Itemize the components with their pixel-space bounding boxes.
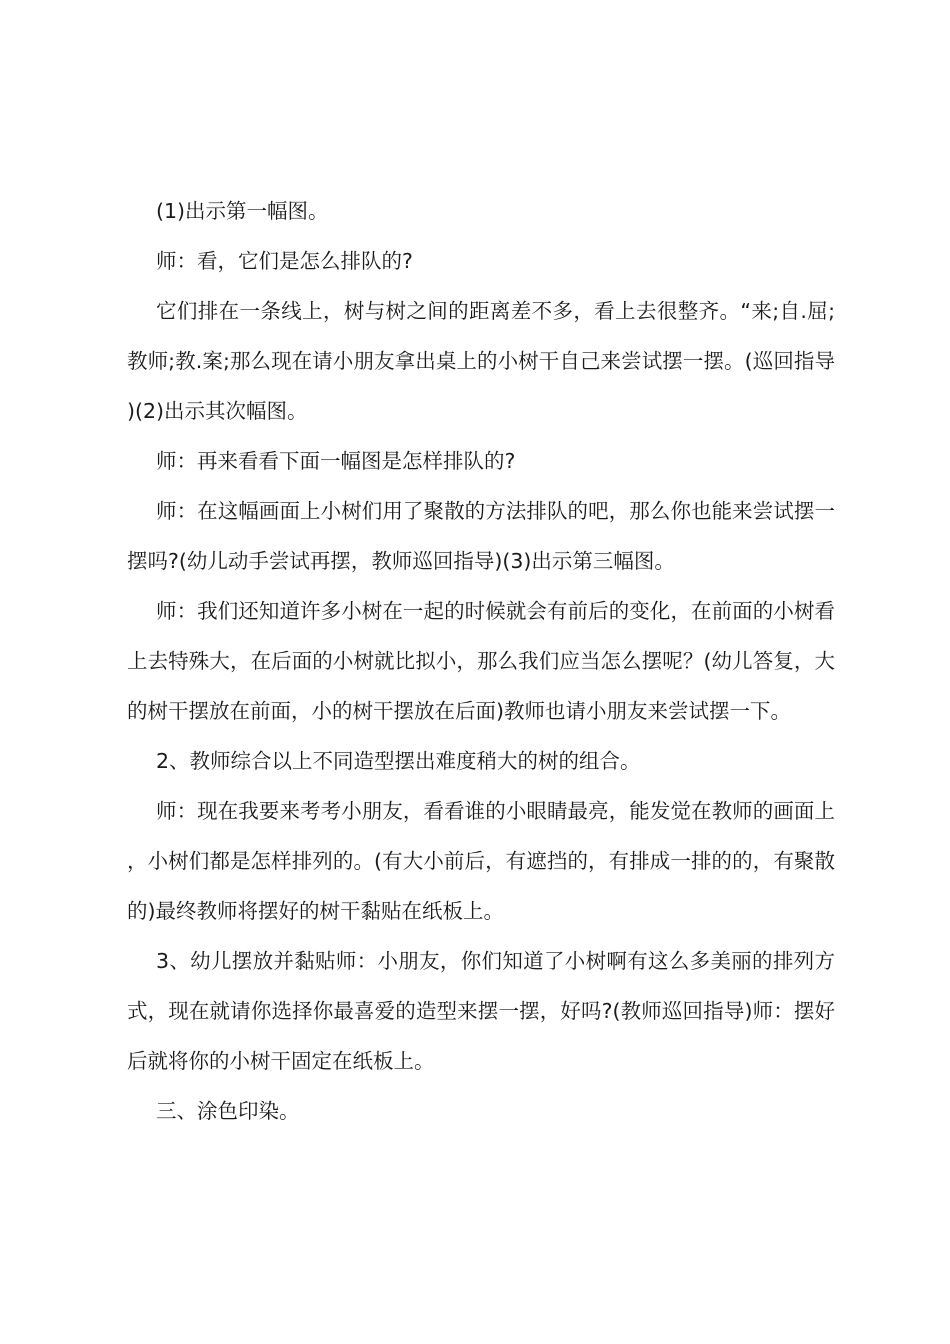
paragraph-step-3-children-paste: 3、幼儿摆放并黏贴师：小朋友，你们知道了小树啊有这么多美丽的排列方式，现在就请你选择你最喜爱的造型来摆一摆，好吗?(教师巡回指导)师：摆好后就将你的小树干固定在纸板上。 <box>127 949 835 1073</box>
document-body <box>127 186 835 1136</box>
paragraph-step-2-heading: 2、教师综合以上不同造型摆出难度稍大的树的组合。 <box>156 749 641 773</box>
paragraph-line-arrangement: 它们排在一条线上，树与树之间的距离差不多，看上去很整齐。“来;自.屈;教师;教.案;那么现在请小朋友拿出桌上的小树干自己来尝试摆一摆。(巡回指导)(2)出示其次幅图。 <box>127 299 835 423</box>
section-heading-coloring-printing: 三、涂色印染。 <box>156 1099 300 1123</box>
paragraph-show-first-picture: (1)出示第一幅图。 <box>156 199 329 223</box>
paragraph-front-back-arrangement: 师：我们还知道许多小树在一起的时候就会有前后的变化，在前面的小树看上去特殊大，在后面的小树就比拟小，那么我们应当怎么摆呢？(幼儿答复，大的树干摆放在前面，小的树干摆放在后面)教师也请小朋友来尝试摆一下。 <box>127 599 835 723</box>
paragraph-scattered-arrangement: 师：在这幅画面上小树们用了聚散的方法排队的吧，那么你也能来尝试摆一摆吗?(幼儿动手尝试再摆，教师巡回指导)(3)出示第三幅图。 <box>127 499 835 573</box>
paragraph-teacher-question-2: 师：再来看看下面一幅图是怎样排队的? <box>156 449 516 473</box>
paragraph-teacher-quiz: 师：现在我要来考考小朋友，看看谁的小眼睛最亮，能发觉在教师的画面上，小树们都是怎样排列的。(有大小前后，有遮挡的，有排成一排的的，有聚散的)最终教师将摆好的树干黏贴在纸板上。 <box>127 799 835 923</box>
paragraph-teacher-question-1: 师：看，它们是怎么排队的? <box>156 249 413 273</box>
